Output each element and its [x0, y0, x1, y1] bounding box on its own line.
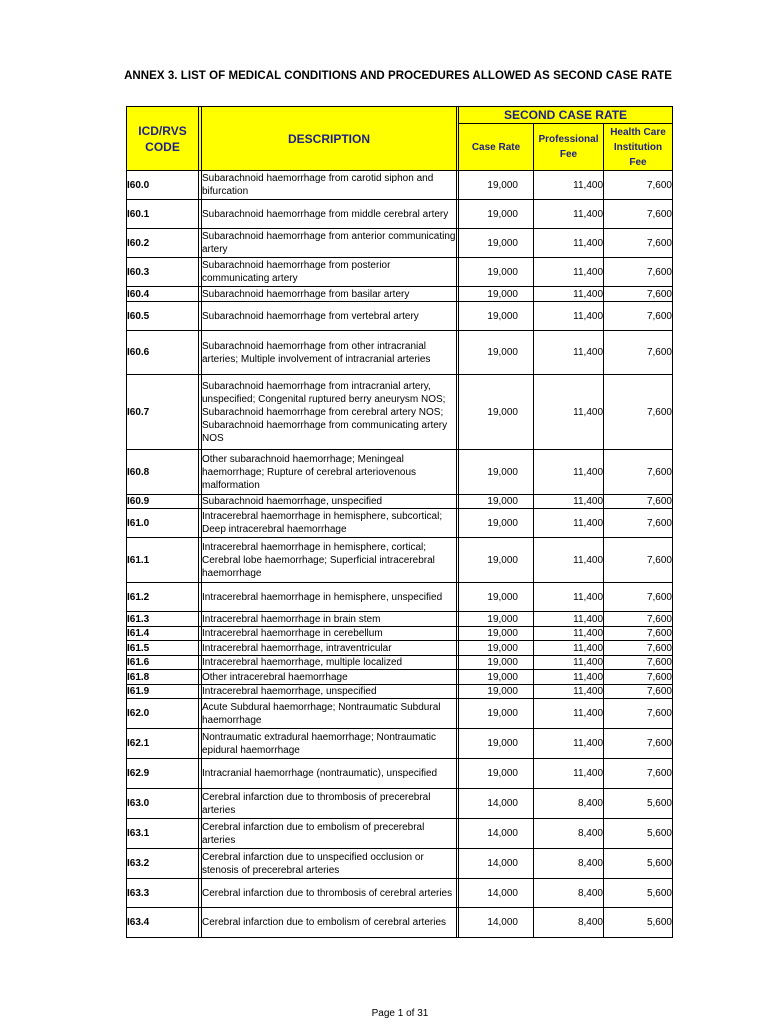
row-professional-fee: 11,400 — [534, 699, 604, 729]
row-description: Intracerebral haemorrhage in hemisphere, unspecified — [202, 583, 457, 612]
row-hci-fee: 5,600 — [604, 908, 673, 938]
row-hci-fee: 7,600 — [604, 229, 673, 258]
row-code: I61.3 — [127, 612, 199, 627]
row-description: Cerebral infarction due to thrombosis of precerebral arteries — [202, 789, 457, 819]
table-row — [127, 849, 673, 879]
table-row — [127, 200, 673, 229]
document-title: ANNEX 3. LIST OF MEDICAL CONDITIONS AND PROCEDURES ALLOWED AS SECOND CASE RATE — [124, 70, 672, 82]
row-professional-fee: 11,400 — [534, 612, 604, 627]
row-professional-fee: 11,400 — [534, 627, 604, 641]
row-code: I61.2 — [127, 583, 199, 612]
row-code: I63.3 — [127, 879, 199, 908]
header-second-case-rate: SECOND CASE RATE — [459, 107, 673, 124]
row-professional-fee: 11,400 — [534, 641, 604, 656]
row-code: I60.4 — [127, 287, 199, 302]
row-case-rate: 19,000 — [459, 670, 534, 685]
row-case-rate: 19,000 — [459, 450, 534, 495]
row-professional-fee: 8,400 — [534, 879, 604, 908]
row-hci-fee: 5,600 — [604, 789, 673, 819]
row-description: Subarachnoid haemorrhage from carotid siphon and bifurcation — [202, 171, 457, 200]
row-case-rate: 19,000 — [459, 538, 534, 583]
row-description: Cerebral infarction due to embolism of precerebral arteries — [202, 819, 457, 849]
row-description: Intracerebral haemorrhage in brain stem — [202, 612, 457, 627]
row-code: I61.9 — [127, 685, 199, 699]
row-hci-fee: 7,600 — [604, 538, 673, 583]
row-description: Subarachnoid haemorrhage from vertebral artery — [202, 302, 457, 331]
table-row — [127, 287, 673, 302]
row-professional-fee: 8,400 — [534, 908, 604, 938]
row-professional-fee: 11,400 — [534, 200, 604, 229]
header-case-rate: Case Rate — [459, 124, 534, 171]
row-description: Cerebral infarction due to embolism of cerebral arteries — [202, 908, 457, 938]
row-code: I61.1 — [127, 538, 199, 583]
table-row — [127, 699, 673, 729]
row-case-rate: 19,000 — [459, 627, 534, 641]
row-hci-fee: 7,600 — [604, 685, 673, 699]
header-professional-fee: Professional Fee — [534, 124, 604, 171]
row-code: I60.8 — [127, 450, 199, 495]
row-professional-fee: 11,400 — [534, 450, 604, 495]
row-code: I61.6 — [127, 656, 199, 670]
table-row — [127, 450, 673, 495]
table-row — [127, 685, 673, 699]
row-case-rate: 19,000 — [459, 656, 534, 670]
row-hci-fee: 5,600 — [604, 879, 673, 908]
row-description: Intracerebral haemorrhage, unspecified — [202, 685, 457, 699]
row-case-rate: 19,000 — [459, 685, 534, 699]
row-hci-fee: 7,600 — [604, 627, 673, 641]
row-description: Other intracerebral haemorrhage — [202, 670, 457, 685]
table-row — [127, 171, 673, 200]
row-professional-fee: 11,400 — [534, 171, 604, 200]
row-case-rate: 19,000 — [459, 729, 534, 759]
row-description: Subarachnoid haemorrhage from intracranial artery, unspecified; Congenital ruptured berry aneurysm NOS; Subarachnoid haemorrhage from cerebral artery NOS; Subarachnoid haemorrhage from communicating artery NOS — [202, 375, 457, 450]
row-code: I60.1 — [127, 200, 199, 229]
table-row — [127, 819, 673, 849]
row-code: I60.0 — [127, 171, 199, 200]
row-description: Subarachnoid haemorrhage from middle cerebral artery — [202, 200, 457, 229]
row-hci-fee: 7,600 — [604, 759, 673, 789]
row-code: I62.1 — [127, 729, 199, 759]
row-case-rate: 19,000 — [459, 258, 534, 287]
row-description: Intracerebral haemorrhage in cerebellum — [202, 627, 457, 641]
row-case-rate: 19,000 — [459, 641, 534, 656]
row-code: I60.3 — [127, 258, 199, 287]
header-hci-fee: Health Care Institution Fee — [604, 124, 673, 171]
row-professional-fee: 8,400 — [534, 819, 604, 849]
row-description: Subarachnoid haemorrhage, unspecified — [202, 495, 457, 509]
row-description: Intracranial haemorrhage (nontraumatic), unspecified — [202, 759, 457, 789]
table-row — [127, 908, 673, 938]
row-professional-fee: 11,400 — [534, 302, 604, 331]
row-case-rate: 19,000 — [459, 171, 534, 200]
row-case-rate: 14,000 — [459, 879, 534, 908]
table-row — [127, 375, 673, 450]
row-case-rate: 19,000 — [459, 229, 534, 258]
row-hci-fee: 7,600 — [604, 656, 673, 670]
row-case-rate: 19,000 — [459, 509, 534, 538]
row-code: I61.8 — [127, 670, 199, 685]
row-hci-fee: 7,600 — [604, 509, 673, 538]
row-hci-fee: 7,600 — [604, 171, 673, 200]
row-code: I63.0 — [127, 789, 199, 819]
header-code: ICD/RVS CODE — [127, 107, 199, 171]
row-description: Nontraumatic extradural haemorrhage; Nontraumatic epidural haemorrhage — [202, 729, 457, 759]
row-code: I63.1 — [127, 819, 199, 849]
table-row — [127, 302, 673, 331]
row-code: I63.4 — [127, 908, 199, 938]
row-hci-fee: 7,600 — [604, 331, 673, 375]
row-professional-fee: 11,400 — [534, 670, 604, 685]
row-code: I61.0 — [127, 509, 199, 538]
row-hci-fee: 7,600 — [604, 450, 673, 495]
row-case-rate: 19,000 — [459, 699, 534, 729]
row-professional-fee: 11,400 — [534, 509, 604, 538]
table-row — [127, 258, 673, 287]
row-hci-fee: 7,600 — [604, 200, 673, 229]
row-professional-fee: 11,400 — [534, 538, 604, 583]
row-hci-fee: 7,600 — [604, 612, 673, 627]
row-description: Intracerebral haemorrhage in hemisphere, cortical; Cerebral lobe haemorrhage; Superficial intracerebral haemorrhage — [202, 538, 457, 583]
row-professional-fee: 11,400 — [534, 685, 604, 699]
row-professional-fee: 11,400 — [534, 759, 604, 789]
row-case-rate: 14,000 — [459, 849, 534, 879]
table-row — [127, 759, 673, 789]
row-hci-fee: 7,600 — [604, 258, 673, 287]
row-description: Other subarachnoid haemorrhage; Meningeal haemorrhage; Rupture of cerebral arteriovenous malformation — [202, 450, 457, 495]
row-description: Subarachnoid haemorrhage from anterior communicating artery — [202, 229, 457, 258]
row-hci-fee: 7,600 — [604, 495, 673, 509]
row-code: I62.0 — [127, 699, 199, 729]
row-description: Cerebral infarction due to unspecified occlusion or stenosis of precerebral arteries — [202, 849, 457, 879]
row-case-rate: 19,000 — [459, 331, 534, 375]
table-row — [127, 538, 673, 583]
table-row — [127, 612, 673, 627]
row-hci-fee: 7,600 — [604, 699, 673, 729]
table-row — [127, 656, 673, 670]
row-code: I60.7 — [127, 375, 199, 450]
table-row — [127, 879, 673, 908]
row-hci-fee: 5,600 — [604, 819, 673, 849]
row-hci-fee: 7,600 — [604, 641, 673, 656]
row-case-rate: 14,000 — [459, 789, 534, 819]
row-case-rate: 19,000 — [459, 612, 534, 627]
row-description: Subarachnoid haemorrhage from basilar artery — [202, 287, 457, 302]
row-hci-fee: 7,600 — [604, 375, 673, 450]
row-description: Subarachnoid haemorrhage from other intracranial arteries; Multiple involvement of intracranial arteries — [202, 331, 457, 375]
row-description: Cerebral infarction due to thrombosis of cerebral arteries — [202, 879, 457, 908]
row-professional-fee: 11,400 — [534, 258, 604, 287]
row-professional-fee: 11,400 — [534, 729, 604, 759]
row-case-rate: 19,000 — [459, 287, 534, 302]
row-professional-fee: 8,400 — [534, 789, 604, 819]
row-hci-fee: 7,600 — [604, 583, 673, 612]
row-case-rate: 19,000 — [459, 759, 534, 789]
row-code: I60.6 — [127, 331, 199, 375]
row-description: Subarachnoid haemorrhage from posterior communicating artery — [202, 258, 457, 287]
row-hci-fee: 7,600 — [604, 670, 673, 685]
row-code: I61.5 — [127, 641, 199, 656]
table-row — [127, 729, 673, 759]
row-case-rate: 19,000 — [459, 583, 534, 612]
row-case-rate: 19,000 — [459, 302, 534, 331]
row-description: Intracerebral haemorrhage, multiple localized — [202, 656, 457, 670]
table-row — [127, 495, 673, 509]
table-row — [127, 670, 673, 685]
row-description: Intracerebral haemorrhage, intraventricular — [202, 641, 457, 656]
row-description: Acute Subdural haemorrhage; Nontraumatic Subdural haemorrhage — [202, 699, 457, 729]
table-row — [127, 331, 673, 375]
row-code: I60.9 — [127, 495, 199, 509]
header-description: DESCRIPTION — [202, 107, 457, 171]
row-professional-fee: 11,400 — [534, 495, 604, 509]
table-row — [127, 641, 673, 656]
table-row — [127, 229, 673, 258]
row-professional-fee: 11,400 — [534, 331, 604, 375]
row-case-rate: 19,000 — [459, 200, 534, 229]
row-hci-fee: 7,600 — [604, 302, 673, 331]
row-professional-fee: 11,400 — [534, 375, 604, 450]
row-code: I62.9 — [127, 759, 199, 789]
row-professional-fee: 11,400 — [534, 287, 604, 302]
row-case-rate: 14,000 — [459, 908, 534, 938]
case-rate-table — [126, 106, 673, 938]
table-row — [127, 789, 673, 819]
row-code: I60.2 — [127, 229, 199, 258]
row-professional-fee: 11,400 — [534, 583, 604, 612]
page-footer: Page 1 of 31 — [371, 1008, 429, 1019]
table-row — [127, 509, 673, 538]
table-body — [127, 171, 673, 938]
row-case-rate: 14,000 — [459, 819, 534, 849]
row-code: I61.4 — [127, 627, 199, 641]
row-professional-fee: 11,400 — [534, 656, 604, 670]
row-code: I63.2 — [127, 849, 199, 879]
row-case-rate: 19,000 — [459, 375, 534, 450]
row-hci-fee: 5,600 — [604, 849, 673, 879]
table-row — [127, 583, 673, 612]
row-description: Intracerebral haemorrhage in hemisphere, subcortical; Deep intracerebral haemorrhage — [202, 509, 457, 538]
row-professional-fee: 8,400 — [534, 849, 604, 879]
table-row — [127, 627, 673, 641]
row-professional-fee: 11,400 — [534, 229, 604, 258]
row-code: I60.5 — [127, 302, 199, 331]
row-hci-fee: 7,600 — [604, 729, 673, 759]
row-hci-fee: 7,600 — [604, 287, 673, 302]
row-case-rate: 19,000 — [459, 495, 534, 509]
